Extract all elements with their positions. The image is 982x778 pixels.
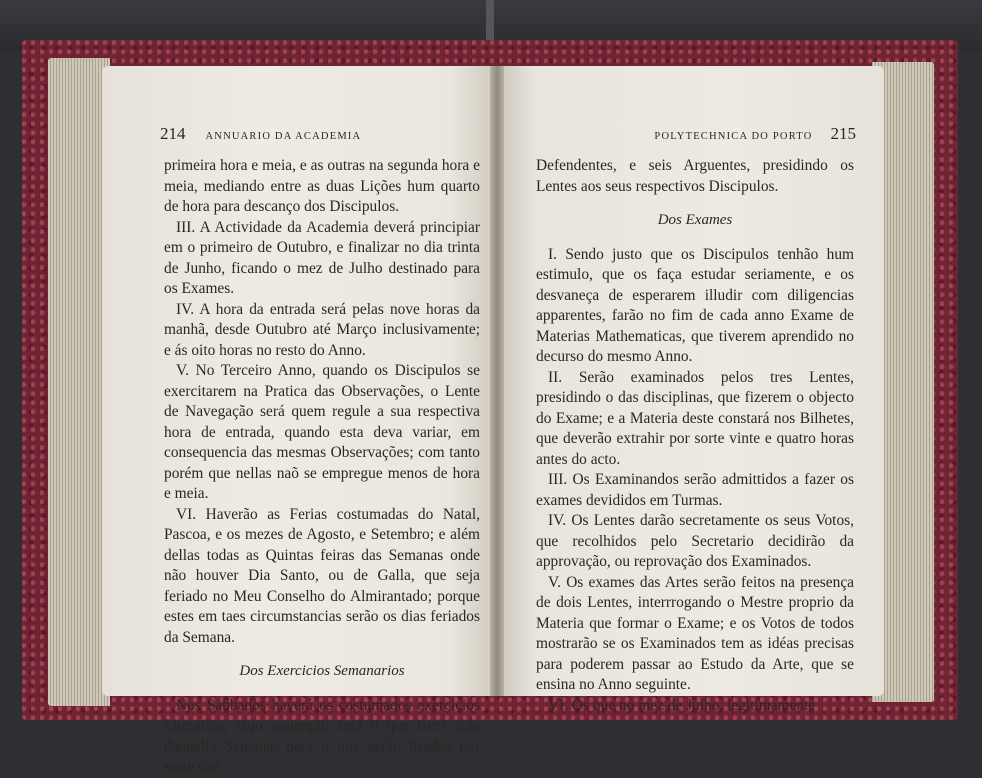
paragraph: III. Os Examinandos serão admittidos a fazer os exames devididos em Turmas. — [536, 471, 854, 509]
section-heading: Dos Exames — [657, 212, 733, 228]
paragraph: II. Serão examinados pelos tres Lentes, presidindo o das disciplinas, que fizerem o objecto do Exame; e a Materia deste constará nos Bilhetes, que deverão extrahir por sorte vinte e quatro horas antes do acto. — [536, 368, 854, 468]
left-page-body — [164, 156, 480, 778]
paragraph: V. Os exames das Artes serão feitos na presença de dois Lentes, interrrogando o Mestre proprio da Materia que formar o Exame; e os Votos de todos mostrarão se os Examinados tem as idéas precisas para poderem passar ao Estudo da Arte, que se ensina no Anno seguinte. — [536, 573, 854, 693]
book-gutter — [490, 66, 504, 696]
right-page-header — [526, 124, 856, 146]
paragraph: VI. Os que no mez de Julho, legitimamente — [548, 696, 816, 714]
paragraph: primeira hora e meia, e as outras na segunda hora e meia, mediando entre as duas Lições hum quarto de hora para descanço dos Discipulos. — [164, 157, 480, 215]
right-page-body — [536, 156, 854, 716]
section-heading: Dos Exercicios Semanarios — [239, 663, 405, 679]
paragraph: IV. A hora da entrada será pelas nove horas da manhã, desde Outubro até Março inclusivamente; e ás oito horas no resto do Anno. — [164, 300, 480, 359]
left-page — [102, 66, 496, 775]
paragraph: V. No Terceiro Anno, quando os Discipulos se exercitarem na Pratica das Observações, o Lente de Navegação será quem regule a sua respectiva hora de entrada, quando esta deva variar, em consequencia das mesmas Observações; com tanto porém que nellas naõ se empregue menos de hora e meia. — [164, 362, 480, 502]
paragraph: VI. Haverão as Ferias costumadas do Natal, Pascoa, e os mezes de Agosto, e Setembro; e além dellas todas as Quintas feiras das Semanas onde não houver Dia Santo, ou de Galla, que seja feriado no Meu Conselho do Almirantado; porque estes em taes circumstancias serão os dias feriados da Semana. — [164, 505, 480, 646]
left-page-number: 214 — [160, 124, 186, 143]
paragraph: Defendentes, e seis Arguentes, presidindo os Lentes aos seus respectivos Discipulos. — [536, 157, 854, 195]
paragraph: I. Sendo justo que os Discipulos tenhão hum estimulo, que os faça estudar seriamente, e os desvaneça de esperarem illudir com diligencias apparentes, farão no fim de cada anno Exame de Materias Mathematicas, que tiverem aprendido no decurso do mesmo Anno. — [536, 245, 854, 365]
right-running-head: POLYTECHNICA DO PORTO — [654, 131, 813, 142]
paragraph: IV. Os Lentes darão secretamente os seus Votos, que recolhidos pelo Secretario decidirão da approvação, ou reprovação dos Examinados. — [536, 512, 854, 570]
right-page — [496, 66, 884, 714]
paragraph: III. A Actividade da Academia deverá principiar em o primeiro de Outubro, e finalizar no dia trinta de Junho, ficando o mez de Julho destinado para os Exames. — [164, 218, 480, 297]
left-running-head: ANNUARIO DA ACADEMIA — [205, 131, 362, 142]
left-page-header — [160, 124, 480, 146]
paragraph: Nos Sabbados haverá os costumados exercicios Literarios, cujo assumpto será o que tiver sido daquella Semana; para o que serão tirados por sorte tres — [164, 696, 480, 775]
right-page-number: 215 — [830, 124, 856, 143]
page-edges-left — [48, 58, 110, 706]
